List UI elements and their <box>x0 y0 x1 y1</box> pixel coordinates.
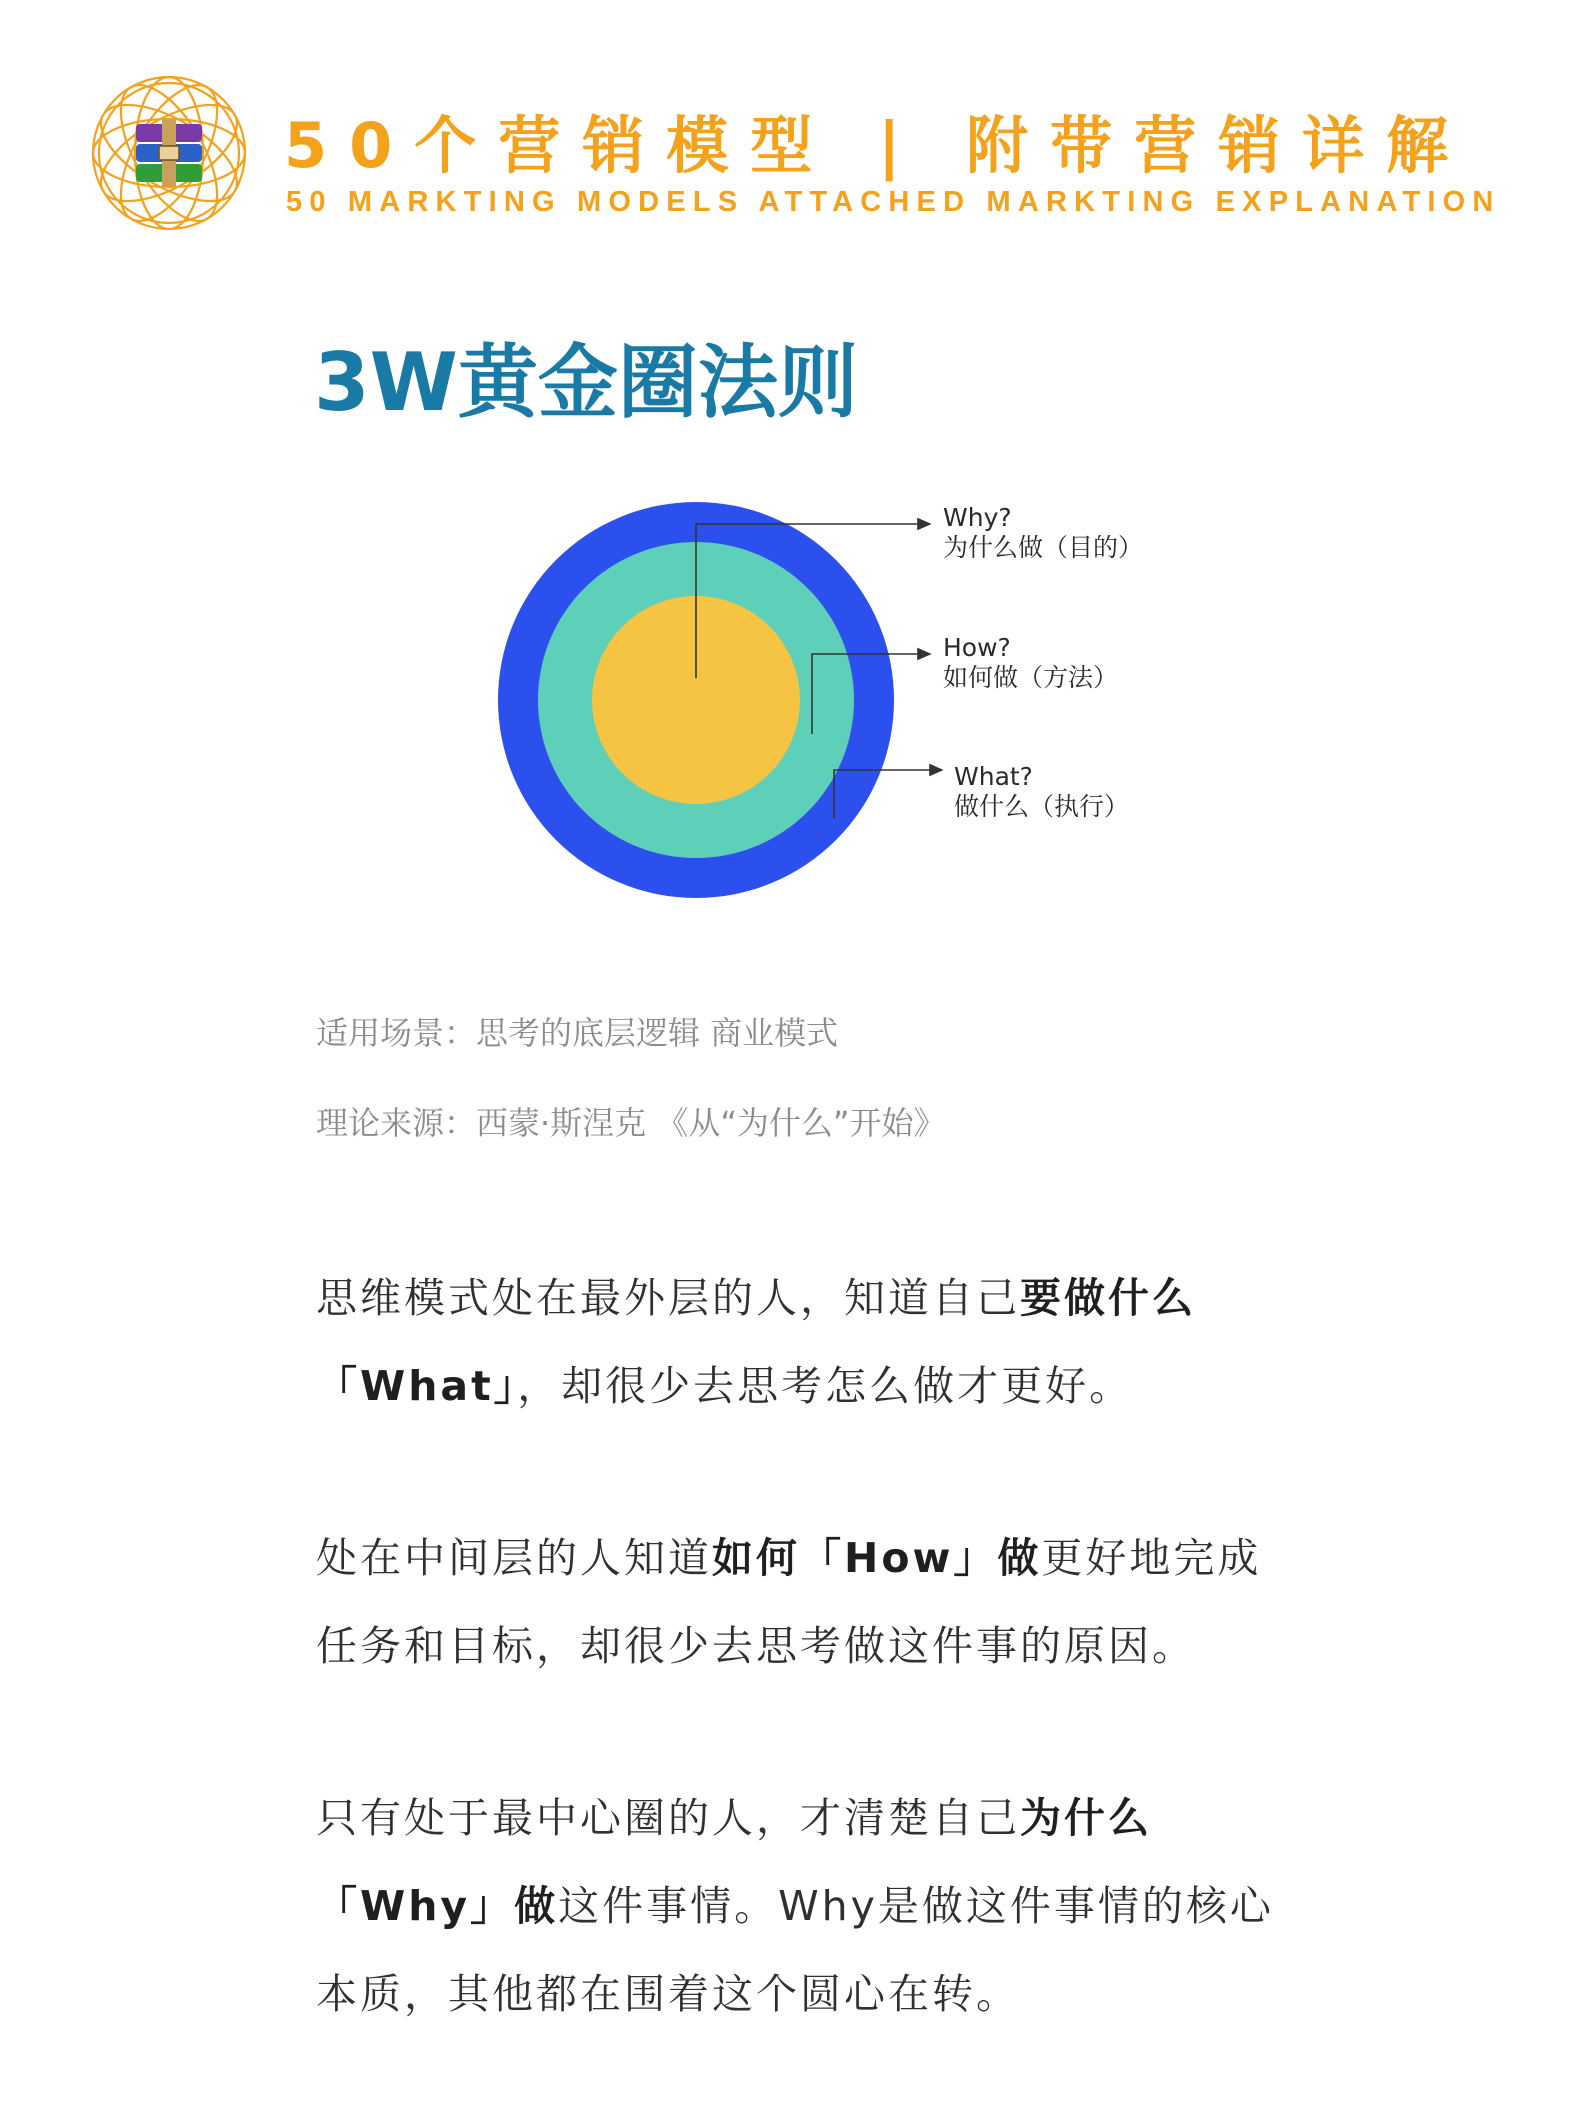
p3-text-3: 本质，其他都在围着这个圆心在转。 <box>316 1970 1020 2018</box>
p1-text-2: ，却很少去思考怎么做才更好。 <box>517 1362 1134 1410</box>
page-title: 3W黄金圈法则 <box>314 336 858 429</box>
why-label <box>943 503 1143 563</box>
p2-emphasis: 如何「How」做 <box>712 1534 1042 1582</box>
what-label-en: What? <box>954 762 1033 791</box>
p1-text: 思维模式处在最外层的人，知道自己 <box>316 1274 1020 1322</box>
why-label-en: Why? <box>943 503 1012 532</box>
p1-what-term: 「What」 <box>316 1362 518 1410</box>
golden-circle-diagram <box>480 480 1200 920</box>
how-label <box>943 633 1118 693</box>
how-label-en: How? <box>943 633 1011 662</box>
paragraph-how <box>316 1514 1316 1690</box>
p3-text-2: 这件事情。Why是做这件事情的核心 <box>558 1882 1274 1930</box>
theory-source: 理论来源：西蒙·斯涅克 《从“为什么”开始》 <box>316 1104 946 1142</box>
header-subtitle: 50 MARKTING MODELS ATTACHED MARKTING EXPLANATION <box>286 186 1501 218</box>
why-label-zh: 为什么做（目的） <box>943 533 1144 562</box>
p2-text-2: 更好地完成 <box>1041 1534 1262 1582</box>
p2-text: 处在中间层的人知道 <box>316 1534 712 1582</box>
what-label <box>954 762 1129 822</box>
how-label-zh: 如何做（方法） <box>943 663 1119 692</box>
header <box>88 68 1508 238</box>
p1-emphasis: 要做什么 <box>1020 1274 1196 1322</box>
p3-emphasis: 为什么 <box>1020 1794 1152 1842</box>
winrar-archive-icon <box>88 72 250 234</box>
header-title: 50个营销模型 | 附带营销详解 <box>284 109 1471 182</box>
usage-scenario: 适用场景：思考的底层逻辑 商业模式 <box>316 1014 839 1052</box>
paragraph-what <box>316 1254 1316 1430</box>
paragraph-why <box>316 1774 1316 2038</box>
p2-text-3: 任务和目标，却很少去思考做这件事的原因。 <box>316 1622 1196 1670</box>
what-label-zh: 做什么（执行） <box>954 792 1130 821</box>
p3-text: 只有处于最中心圈的人，才清楚自己 <box>316 1794 1020 1842</box>
p3-why-term: 「Why」做 <box>316 1882 559 1930</box>
